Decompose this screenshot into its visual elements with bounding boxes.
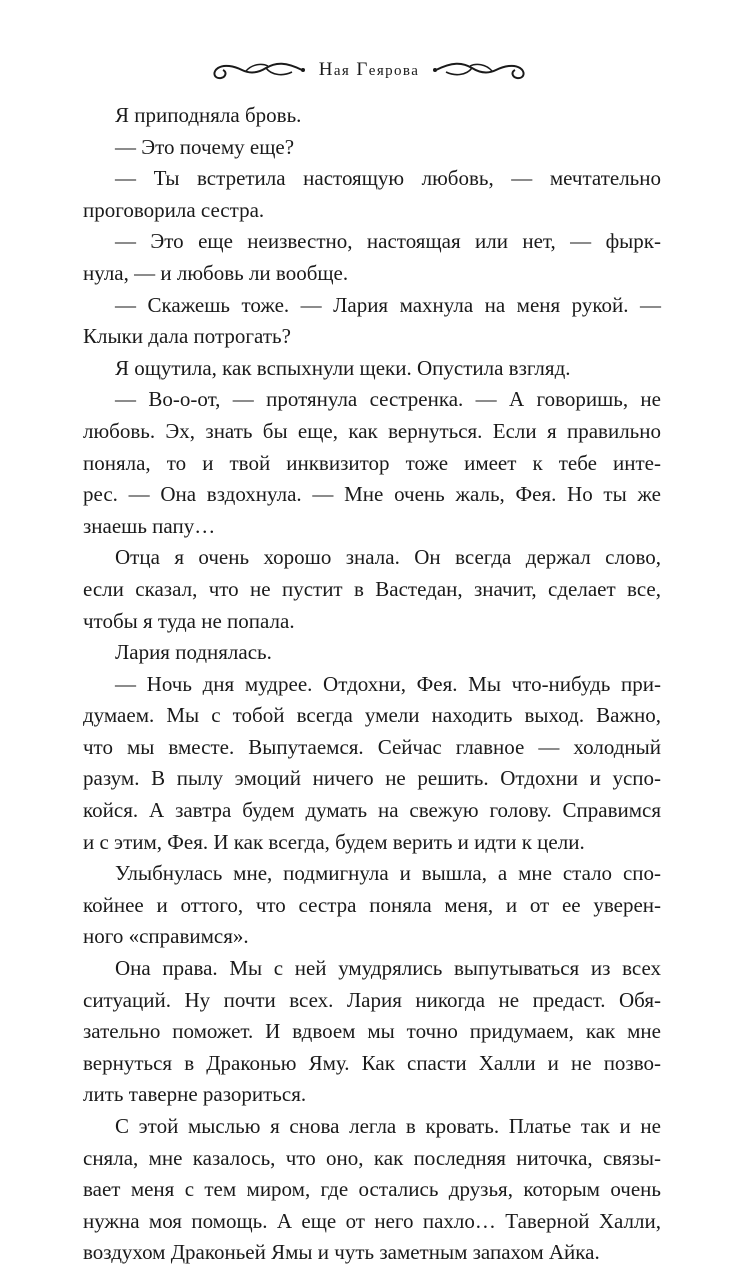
text-line: — Скажешь тоже. — Лария махнула на меня рукой. — — [115, 292, 661, 317]
paragraph — [83, 163, 661, 226]
text-line: Улыбнулась мне, подмигнула и вышла, а мне стало спо- — [115, 861, 661, 886]
flourish-ornament-icon — [206, 54, 306, 86]
text-line: и с этим, Фея. И как всегда, будем верить и идти к цели. — [83, 829, 585, 854]
page-body-text — [83, 100, 661, 1269]
text-line: — Это еще неизвестно, настоящая или нет, — фырк- — [115, 229, 661, 254]
text-line: рес. — Она вздохнула. — Мне очень жаль, Фея. Но ты же — [83, 482, 661, 507]
paragraph — [83, 384, 661, 542]
text-line: сняла, мне казалось, что оно, как последняя ниточка, связы- — [83, 1145, 661, 1170]
paragraph — [83, 226, 661, 289]
paragraph: Лария поднялась. — [115, 640, 272, 665]
paragraph: Я приподняла бровь. — [115, 103, 302, 127]
text-line: лить таверне разориться. — [83, 1082, 307, 1107]
paragraph — [83, 953, 661, 1111]
paragraph — [83, 542, 661, 637]
running-head — [0, 54, 738, 86]
text-line: койнее и оттого, что сестра поняла меня, и от ее уверен- — [83, 892, 661, 917]
paragraph — [83, 290, 661, 353]
paragraph: Я ощутила, как вспыхнули щеки. Опустила взгляд. — [115, 355, 571, 380]
text-line: Клыки дала потрогать? — [83, 324, 291, 349]
text-line: вает меня с тем миром, где остались друзья, которым очень — [83, 1177, 661, 1202]
text-line: поняла, то и твой инквизитор тоже имеет к тебе инте- — [83, 450, 661, 475]
text-line: разум. В пылу эмоций ничего не решить. Отдохни и успо- — [83, 766, 661, 791]
paragraph — [83, 669, 661, 859]
text-line: С этой мыслью я снова легла в кровать. Платье так и не — [115, 1114, 661, 1138]
text-line: Она права. Мы с ней умудрялись выпутываться из всех — [115, 956, 661, 981]
text-line: нула, — и любовь ли вообще. — [83, 260, 349, 285]
flourish-ornament-icon — [432, 54, 532, 86]
paragraph — [83, 1111, 661, 1269]
text-line: ного «справимся». — [83, 924, 249, 949]
text-line: проговорила сестра. — [83, 197, 265, 222]
paragraph — [83, 858, 661, 953]
text-line: — Во-о-от, — протянула сестренка. — А говоришь, не — [115, 387, 661, 412]
text-line: ситуаций. Ну почти всех. Лария никогда не предаст. Обя- — [83, 987, 661, 1012]
text-line: — Ночь дня мудрее. Отдохни, Фея. Мы что-нибудь при- — [115, 671, 661, 696]
text-line: воздухом Драконьей Ямы и чуть заметным запахом Айка. — [83, 1240, 600, 1265]
text-line: что мы вместе. Выпутаемся. Сейчас главное — холодный — [83, 734, 661, 759]
text-line: если сказал, что не пустит в Вастедан, значит, сделает все, — [83, 576, 661, 601]
text-line: зательно поможет. И вдвоем мы точно придумаем, как мне — [83, 1019, 661, 1044]
text-line: — Ты встретила настоящую любовь, — мечтательно — [115, 166, 661, 191]
text-line: думаем. Мы с тобой всегда умели находить выход. Важно, — [83, 703, 661, 728]
paragraph: — Это почему еще? — [115, 134, 295, 159]
text-line: знаешь папу… — [83, 513, 216, 538]
text-line: нужна моя помощь. А еще от него пахло… Таверной Халли, — [83, 1208, 661, 1233]
text-line: вернуться в Драконью Яму. Как спасти Халли и не позво- — [83, 1050, 661, 1075]
text-line: койся. А завтра будем думать на свежую голову. Справимся — [83, 798, 661, 823]
author-name: Ная Геярова — [318, 59, 420, 80]
text-line: чтобы я туда не попала. — [83, 608, 295, 633]
text-line: Отца я очень хорошо знала. Он всегда держал слово, — [115, 545, 661, 570]
text-line: любовь. Эх, знать бы еще, как вернуться. Если я правильно — [83, 418, 661, 443]
